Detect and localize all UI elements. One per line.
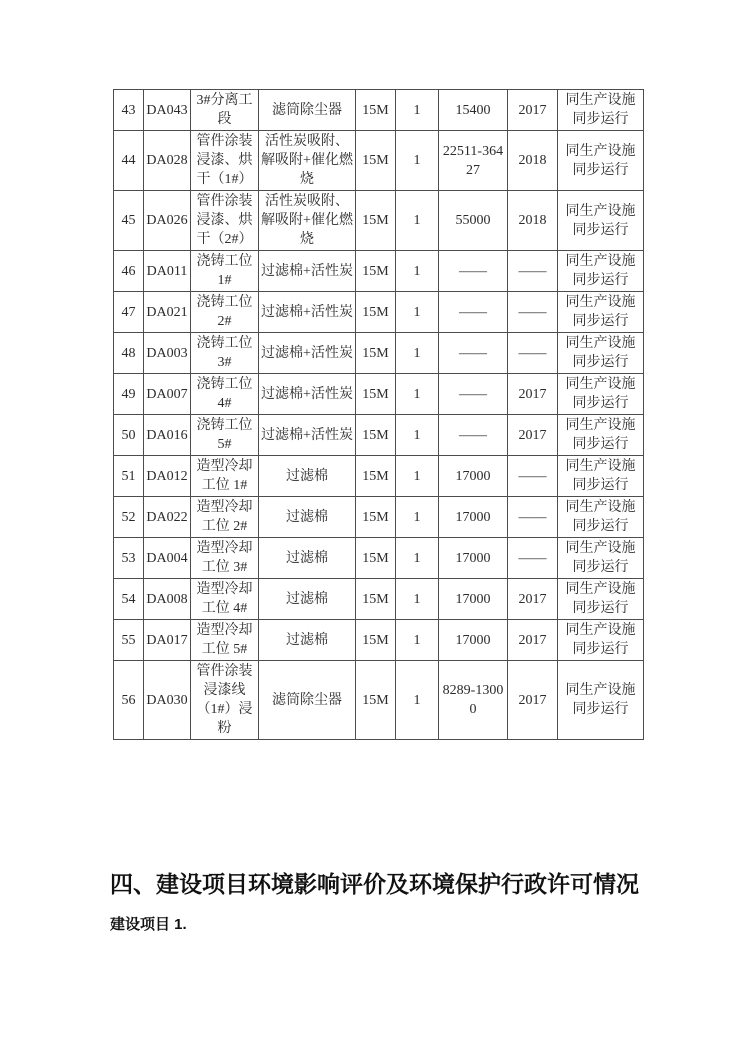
table-row	[114, 374, 644, 415]
cell-count: 1	[396, 191, 439, 251]
cell-year: 2017	[508, 415, 558, 456]
cell-status: 同生产设施同步运行	[558, 90, 644, 131]
cell-height: 15M	[356, 415, 396, 456]
cell-process: 浇铸工位 3#	[191, 333, 259, 374]
cell-code: DA016	[144, 415, 191, 456]
cell-count: 1	[396, 292, 439, 333]
cell-count: 1	[396, 415, 439, 456]
cell-code: DA021	[144, 292, 191, 333]
cell-count: 1	[396, 333, 439, 374]
cell-count: 1	[396, 251, 439, 292]
cell-count: 1	[396, 661, 439, 740]
cell-code: DA030	[144, 661, 191, 740]
cell-height: 15M	[356, 579, 396, 620]
cell-value: 55000	[439, 191, 508, 251]
cell-count: 1	[396, 579, 439, 620]
cell-process: 管件涂装浸漆、烘干（2#）	[191, 191, 259, 251]
cell-status: 同生产设施同步运行	[558, 333, 644, 374]
cell-seq: 44	[114, 131, 144, 191]
cell-code: DA004	[144, 538, 191, 579]
table-row	[114, 497, 644, 538]
cell-seq: 47	[114, 292, 144, 333]
cell-code: DA026	[144, 191, 191, 251]
cell-code: DA022	[144, 497, 191, 538]
cell-seq: 54	[114, 579, 144, 620]
cell-value: ——	[439, 415, 508, 456]
cell-count: 1	[396, 374, 439, 415]
cell-status: 同生产设施同步运行	[558, 191, 644, 251]
table-row	[114, 661, 644, 740]
table-row	[114, 191, 644, 251]
cell-code: DA017	[144, 620, 191, 661]
cell-status: 同生产设施同步运行	[558, 579, 644, 620]
cell-value: ——	[439, 251, 508, 292]
cell-value: 17000	[439, 620, 508, 661]
table-row	[114, 292, 644, 333]
sub-heading: 建设项目 1.	[110, 916, 187, 933]
cell-value: ——	[439, 333, 508, 374]
cell-treatment: 过滤棉+活性炭	[259, 333, 356, 374]
cell-status: 同生产设施同步运行	[558, 251, 644, 292]
cell-year: ——	[508, 292, 558, 333]
cell-seq: 49	[114, 374, 144, 415]
cell-seq: 56	[114, 661, 144, 740]
cell-year: ——	[508, 333, 558, 374]
cell-count: 1	[396, 131, 439, 191]
cell-status: 同生产设施同步运行	[558, 538, 644, 579]
cell-treatment: 活性炭吸附、解吸附+催化燃烧	[259, 131, 356, 191]
cell-count: 1	[396, 538, 439, 579]
cell-treatment: 过滤棉+活性炭	[259, 251, 356, 292]
cell-year: 2017	[508, 661, 558, 740]
cell-code: DA003	[144, 333, 191, 374]
cell-height: 15M	[356, 292, 396, 333]
cell-height: 15M	[356, 456, 396, 497]
cell-process: 浇铸工位 2#	[191, 292, 259, 333]
stack-emission-table	[113, 89, 644, 740]
cell-height: 15M	[356, 251, 396, 292]
table-row	[114, 90, 644, 131]
cell-value: 17000	[439, 497, 508, 538]
section-heading: 四、建设项目环境影响评价及环境保护行政许可情况	[110, 871, 639, 897]
cell-treatment: 活性炭吸附、解吸附+催化燃烧	[259, 191, 356, 251]
cell-height: 15M	[356, 497, 396, 538]
cell-status: 同生产设施同步运行	[558, 292, 644, 333]
cell-value: 22511-36427	[439, 131, 508, 191]
cell-seq: 51	[114, 456, 144, 497]
cell-treatment: 过滤棉+活性炭	[259, 415, 356, 456]
cell-treatment: 过滤棉	[259, 620, 356, 661]
cell-process: 管件涂装浸漆、烘干（1#）	[191, 131, 259, 191]
cell-height: 15M	[356, 90, 396, 131]
cell-year: 2018	[508, 191, 558, 251]
cell-seq: 45	[114, 191, 144, 251]
cell-height: 15M	[356, 131, 396, 191]
cell-treatment: 过滤棉+活性炭	[259, 374, 356, 415]
cell-year: ——	[508, 497, 558, 538]
cell-year: 2017	[508, 579, 558, 620]
cell-treatment: 滤筒除尘器	[259, 90, 356, 131]
table-row	[114, 251, 644, 292]
cell-process: 浇铸工位 1#	[191, 251, 259, 292]
cell-value: 17000	[439, 579, 508, 620]
cell-process: 浇铸工位 5#	[191, 415, 259, 456]
cell-height: 15M	[356, 538, 396, 579]
cell-process: 管件涂装浸漆线（1#）浸粉	[191, 661, 259, 740]
cell-height: 15M	[356, 661, 396, 740]
cell-value: 8289-13000	[439, 661, 508, 740]
cell-seq: 46	[114, 251, 144, 292]
cell-status: 同生产设施同步运行	[558, 415, 644, 456]
cell-seq: 48	[114, 333, 144, 374]
cell-process: 造型冷却工位 1#	[191, 456, 259, 497]
cell-count: 1	[396, 90, 439, 131]
cell-year: 2017	[508, 374, 558, 415]
cell-code: DA028	[144, 131, 191, 191]
cell-process: 造型冷却工位 2#	[191, 497, 259, 538]
cell-year: ——	[508, 456, 558, 497]
cell-value: 15400	[439, 90, 508, 131]
cell-treatment: 过滤棉+活性炭	[259, 292, 356, 333]
cell-code: DA007	[144, 374, 191, 415]
cell-seq: 52	[114, 497, 144, 538]
cell-height: 15M	[356, 620, 396, 661]
cell-seq: 55	[114, 620, 144, 661]
cell-count: 1	[396, 497, 439, 538]
table-row	[114, 333, 644, 374]
cell-status: 同生产设施同步运行	[558, 131, 644, 191]
cell-height: 15M	[356, 333, 396, 374]
cell-year: 2017	[508, 90, 558, 131]
cell-status: 同生产设施同步运行	[558, 497, 644, 538]
cell-treatment: 过滤棉	[259, 538, 356, 579]
cell-process: 浇铸工位 4#	[191, 374, 259, 415]
table-row	[114, 620, 644, 661]
cell-year: ——	[508, 251, 558, 292]
cell-count: 1	[396, 620, 439, 661]
cell-treatment: 滤筒除尘器	[259, 661, 356, 740]
cell-treatment: 过滤棉	[259, 497, 356, 538]
cell-status: 同生产设施同步运行	[558, 620, 644, 661]
cell-height: 15M	[356, 374, 396, 415]
cell-seq: 43	[114, 90, 144, 131]
cell-status: 同生产设施同步运行	[558, 374, 644, 415]
cell-code: DA012	[144, 456, 191, 497]
cell-value: 17000	[439, 538, 508, 579]
cell-seq: 50	[114, 415, 144, 456]
cell-value: ——	[439, 292, 508, 333]
stack-table-body	[114, 90, 644, 740]
cell-process: 3#分离工段	[191, 90, 259, 131]
cell-code: DA043	[144, 90, 191, 131]
cell-value: 17000	[439, 456, 508, 497]
cell-status: 同生产设施同步运行	[558, 661, 644, 740]
table-row	[114, 415, 644, 456]
cell-value: ——	[439, 374, 508, 415]
cell-process: 造型冷却工位 4#	[191, 579, 259, 620]
table-row	[114, 579, 644, 620]
cell-height: 15M	[356, 191, 396, 251]
cell-year: ——	[508, 538, 558, 579]
cell-count: 1	[396, 456, 439, 497]
cell-treatment: 过滤棉	[259, 579, 356, 620]
cell-process: 造型冷却工位 5#	[191, 620, 259, 661]
table-row	[114, 131, 644, 191]
cell-treatment: 过滤棉	[259, 456, 356, 497]
cell-process: 造型冷却工位 3#	[191, 538, 259, 579]
cell-code: DA008	[144, 579, 191, 620]
table-row	[114, 538, 644, 579]
cell-year: 2017	[508, 620, 558, 661]
table-row	[114, 456, 644, 497]
cell-year: 2018	[508, 131, 558, 191]
cell-code: DA011	[144, 251, 191, 292]
cell-status: 同生产设施同步运行	[558, 456, 644, 497]
cell-seq: 53	[114, 538, 144, 579]
